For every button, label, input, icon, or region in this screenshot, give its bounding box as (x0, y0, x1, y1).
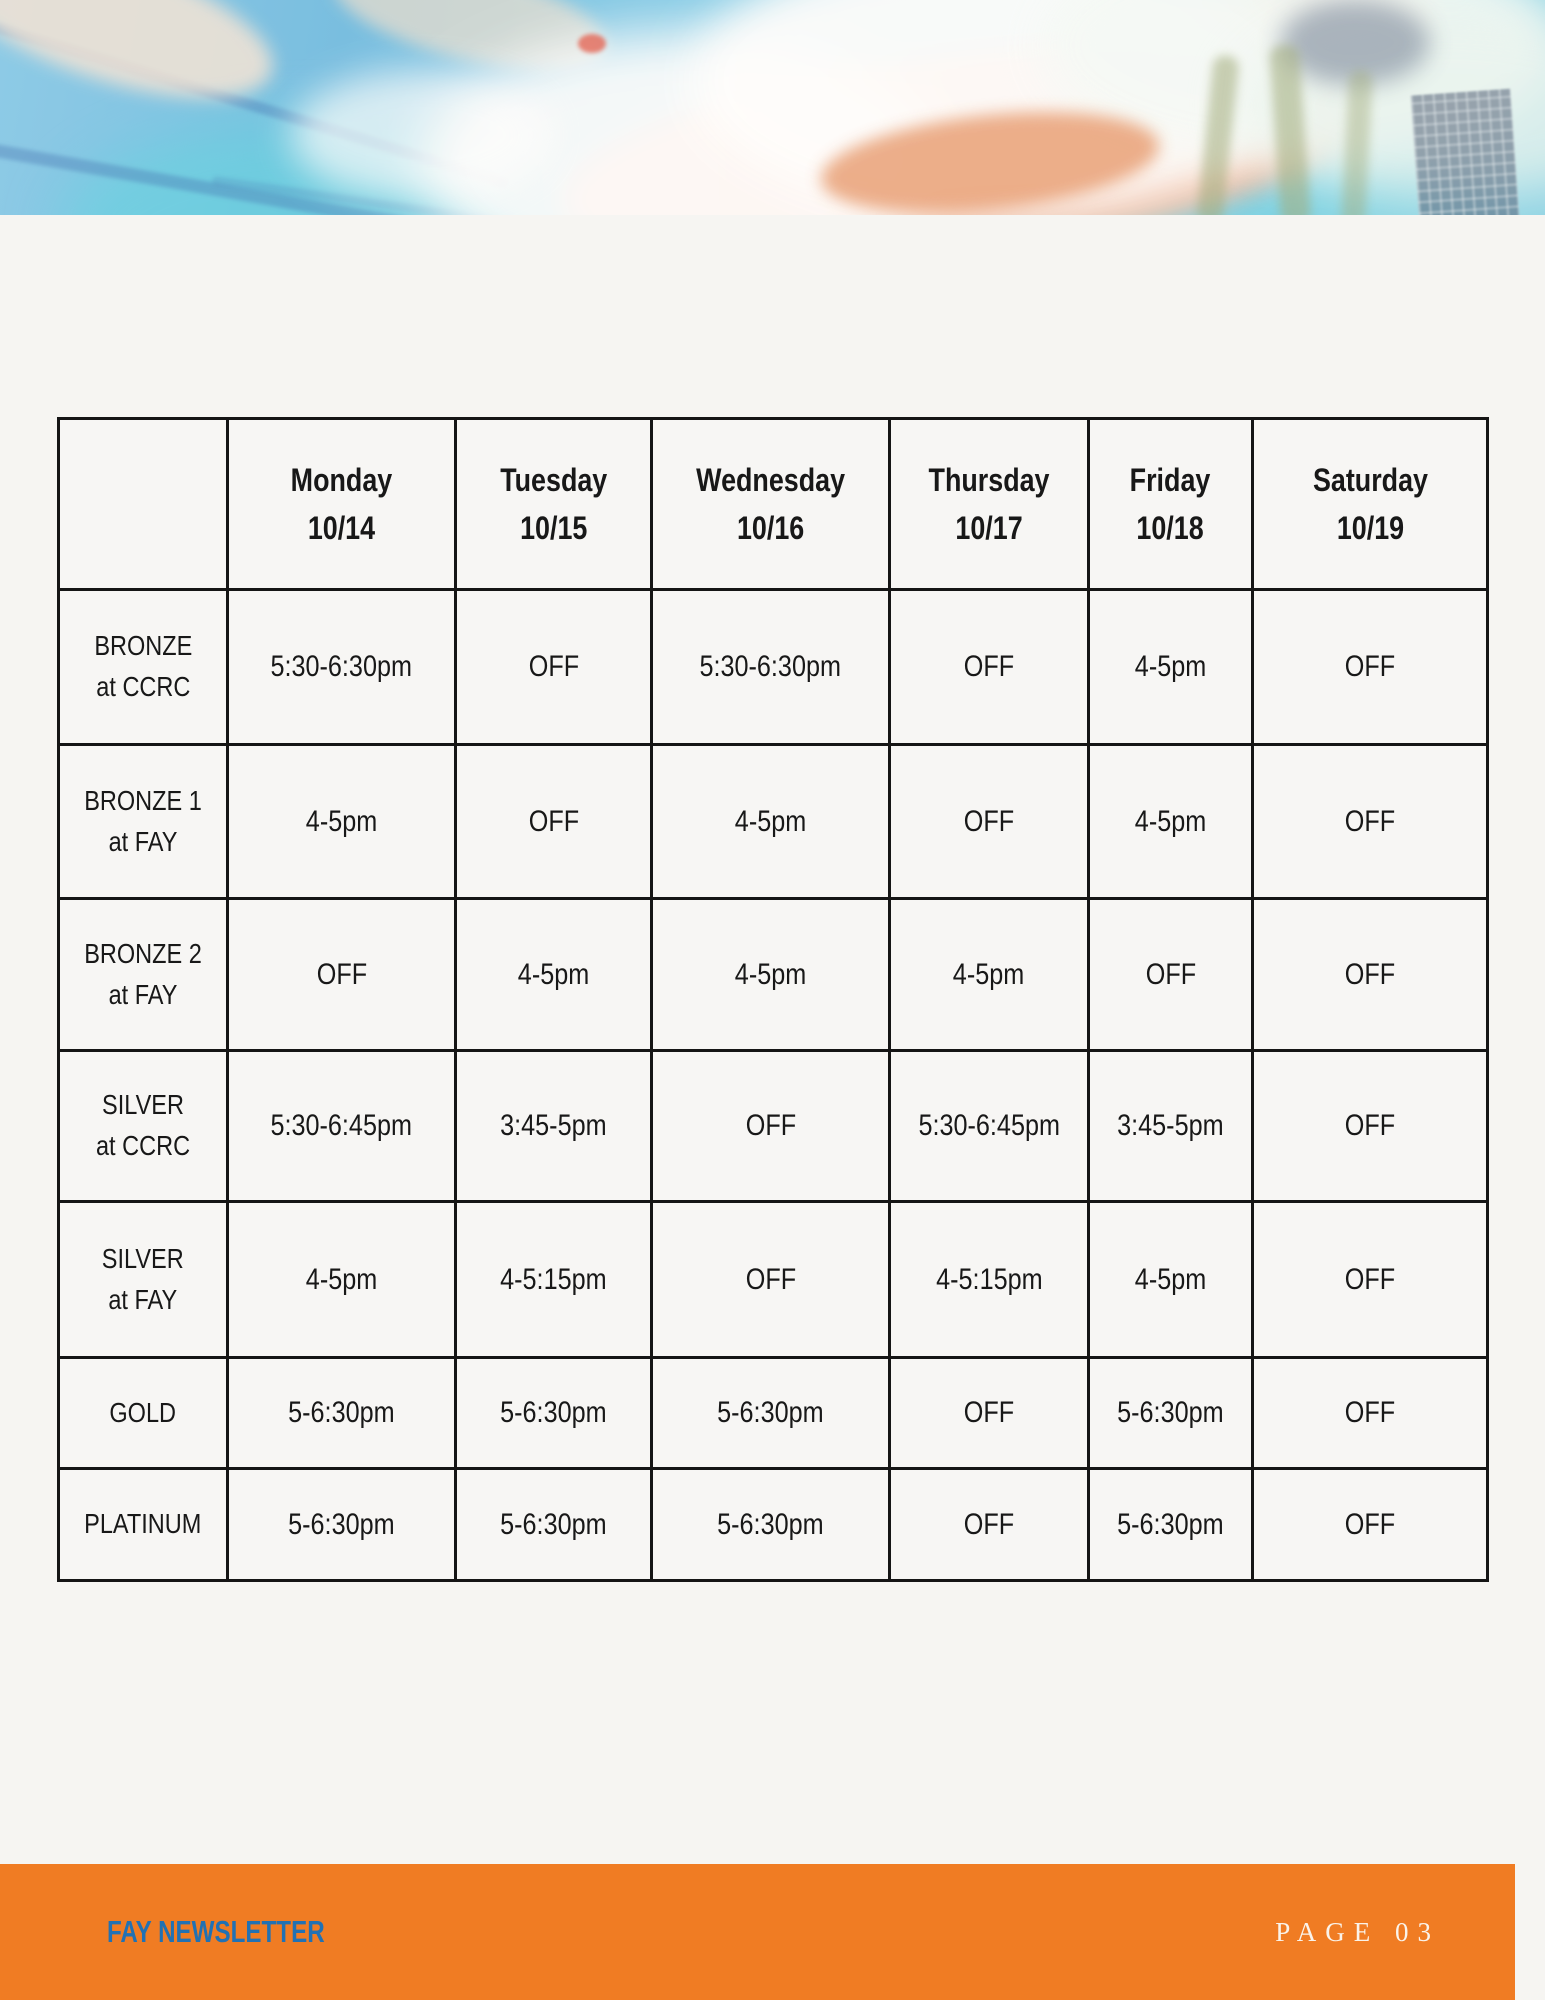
day-name: Thursday (928, 462, 1050, 498)
day-header-monday (228, 419, 456, 590)
row-label (59, 590, 228, 745)
schedule-cell: 4-5pm (1089, 745, 1253, 899)
corner-cell (59, 419, 228, 590)
schedule-cell: 5-6:30pm (456, 1358, 652, 1469)
day-name: Monday (290, 462, 393, 498)
schedule-cell: 5-6:30pm (228, 1358, 456, 1469)
day-header-row (59, 419, 1488, 590)
table-row-bronze1-fay (59, 745, 1488, 899)
table-row-bronze2-fay (59, 899, 1488, 1051)
schedule-table (57, 417, 1489, 1582)
photo-wash-overlay (0, 0, 1545, 215)
schedule-cell: OFF (1253, 1202, 1488, 1358)
schedule-cell: 5-6:30pm (652, 1469, 890, 1581)
schedule-cell: 5:30-6:45pm (890, 1051, 1089, 1202)
schedule-cell: OFF (1253, 899, 1488, 1051)
schedule-cell: 4-5pm (228, 745, 456, 899)
schedule-cell: 3:45-5pm (1089, 1051, 1253, 1202)
table-row-silver-ccrc (59, 1051, 1488, 1202)
group-location: at CCRC (95, 671, 191, 702)
schedule-cell: 5-6:30pm (228, 1469, 456, 1581)
newsletter-title: FAY NEWSLETTER (107, 1914, 325, 1949)
day-name: Saturday (1312, 462, 1428, 498)
day-header-thursday (890, 419, 1089, 590)
group-name: SILVER (102, 1089, 184, 1121)
schedule-cell: 5-6:30pm (456, 1469, 652, 1581)
schedule-cell: 4-5pm (1089, 590, 1253, 745)
schedule-cell: OFF (1253, 590, 1488, 745)
day-date: 10/15 (519, 510, 588, 546)
schedule-cell: 5-6:30pm (1089, 1358, 1253, 1469)
schedule-cell: OFF (890, 1358, 1089, 1469)
group-location: at FAY (108, 1283, 178, 1315)
group-location: at CCRC (95, 1130, 191, 1161)
schedule-cell: 5-6:30pm (652, 1358, 890, 1469)
schedule-cell: OFF (1253, 1469, 1488, 1581)
day-date: 10/16 (736, 510, 805, 546)
day-header-wednesday (652, 419, 890, 590)
row-label (59, 1358, 228, 1469)
table-row-platinum (59, 1469, 1488, 1581)
row-label (59, 899, 228, 1051)
schedule-cell: 4-5pm (1089, 1202, 1253, 1358)
schedule-cell: 5:30-6:30pm (228, 590, 456, 745)
header-photo (0, 0, 1545, 215)
footer-bar (0, 1864, 1515, 2000)
table-row-gold (59, 1358, 1488, 1469)
schedule-cell: 4-5:15pm (456, 1202, 652, 1358)
schedule-cell: OFF (228, 899, 456, 1051)
schedule-cell: OFF (890, 1469, 1089, 1581)
group-location: at FAY (108, 825, 178, 857)
schedule-cell: 4-5pm (890, 899, 1089, 1051)
page-number: PAGE 03 (1275, 1916, 1440, 1947)
schedule-cell: OFF (890, 590, 1089, 745)
schedule-cell: OFF (1253, 1051, 1488, 1202)
day-date: 10/18 (1136, 510, 1205, 546)
schedule-cell: 4-5pm (652, 745, 890, 899)
group-name: BRONZE 2 (84, 937, 202, 969)
group-name: SILVER (102, 1242, 184, 1274)
day-date: 10/14 (307, 510, 376, 546)
schedule-cell: 4-5pm (228, 1202, 456, 1358)
group-location: at FAY (108, 978, 178, 1010)
day-name: Tuesday (499, 462, 608, 498)
day-header-tuesday (456, 419, 652, 590)
schedule-cell: 4-5:15pm (890, 1202, 1089, 1358)
group-name: PLATINUM (84, 1508, 202, 1540)
schedule-cell: 5:30-6:45pm (228, 1051, 456, 1202)
schedule-cell: 3:45-5pm (456, 1051, 652, 1202)
schedule-cell: OFF (1253, 1358, 1488, 1469)
schedule-cell: OFF (890, 745, 1089, 899)
group-name: BRONZE (93, 630, 193, 662)
day-date: 10/19 (1336, 510, 1404, 546)
day-header-saturday (1253, 419, 1488, 590)
row-label (59, 1051, 228, 1202)
schedule-cell: 5-6:30pm (1089, 1469, 1253, 1581)
schedule-cell: OFF (456, 590, 652, 745)
day-name: Friday (1130, 462, 1211, 498)
schedule-cell: 4-5pm (652, 899, 890, 1051)
schedule-cell: OFF (1089, 899, 1253, 1051)
group-name: GOLD (109, 1396, 177, 1428)
schedule-cell: OFF (652, 1202, 890, 1358)
row-label (59, 1202, 228, 1358)
day-date: 10/17 (955, 510, 1023, 546)
schedule-cell: OFF (652, 1051, 890, 1202)
schedule-cell: 5:30-6:30pm (652, 590, 890, 745)
day-name: Wednesday (696, 462, 845, 498)
table-row-bronze-ccrc (59, 590, 1488, 745)
schedule-cell: OFF (1253, 745, 1488, 899)
day-header-friday (1089, 419, 1253, 590)
schedule-cell: 4-5pm (456, 899, 652, 1051)
row-label (59, 1469, 228, 1581)
table-row-silver-fay (59, 1202, 1488, 1358)
group-name: BRONZE 1 (84, 784, 202, 816)
row-label (59, 745, 228, 899)
schedule-cell: OFF (456, 745, 652, 899)
